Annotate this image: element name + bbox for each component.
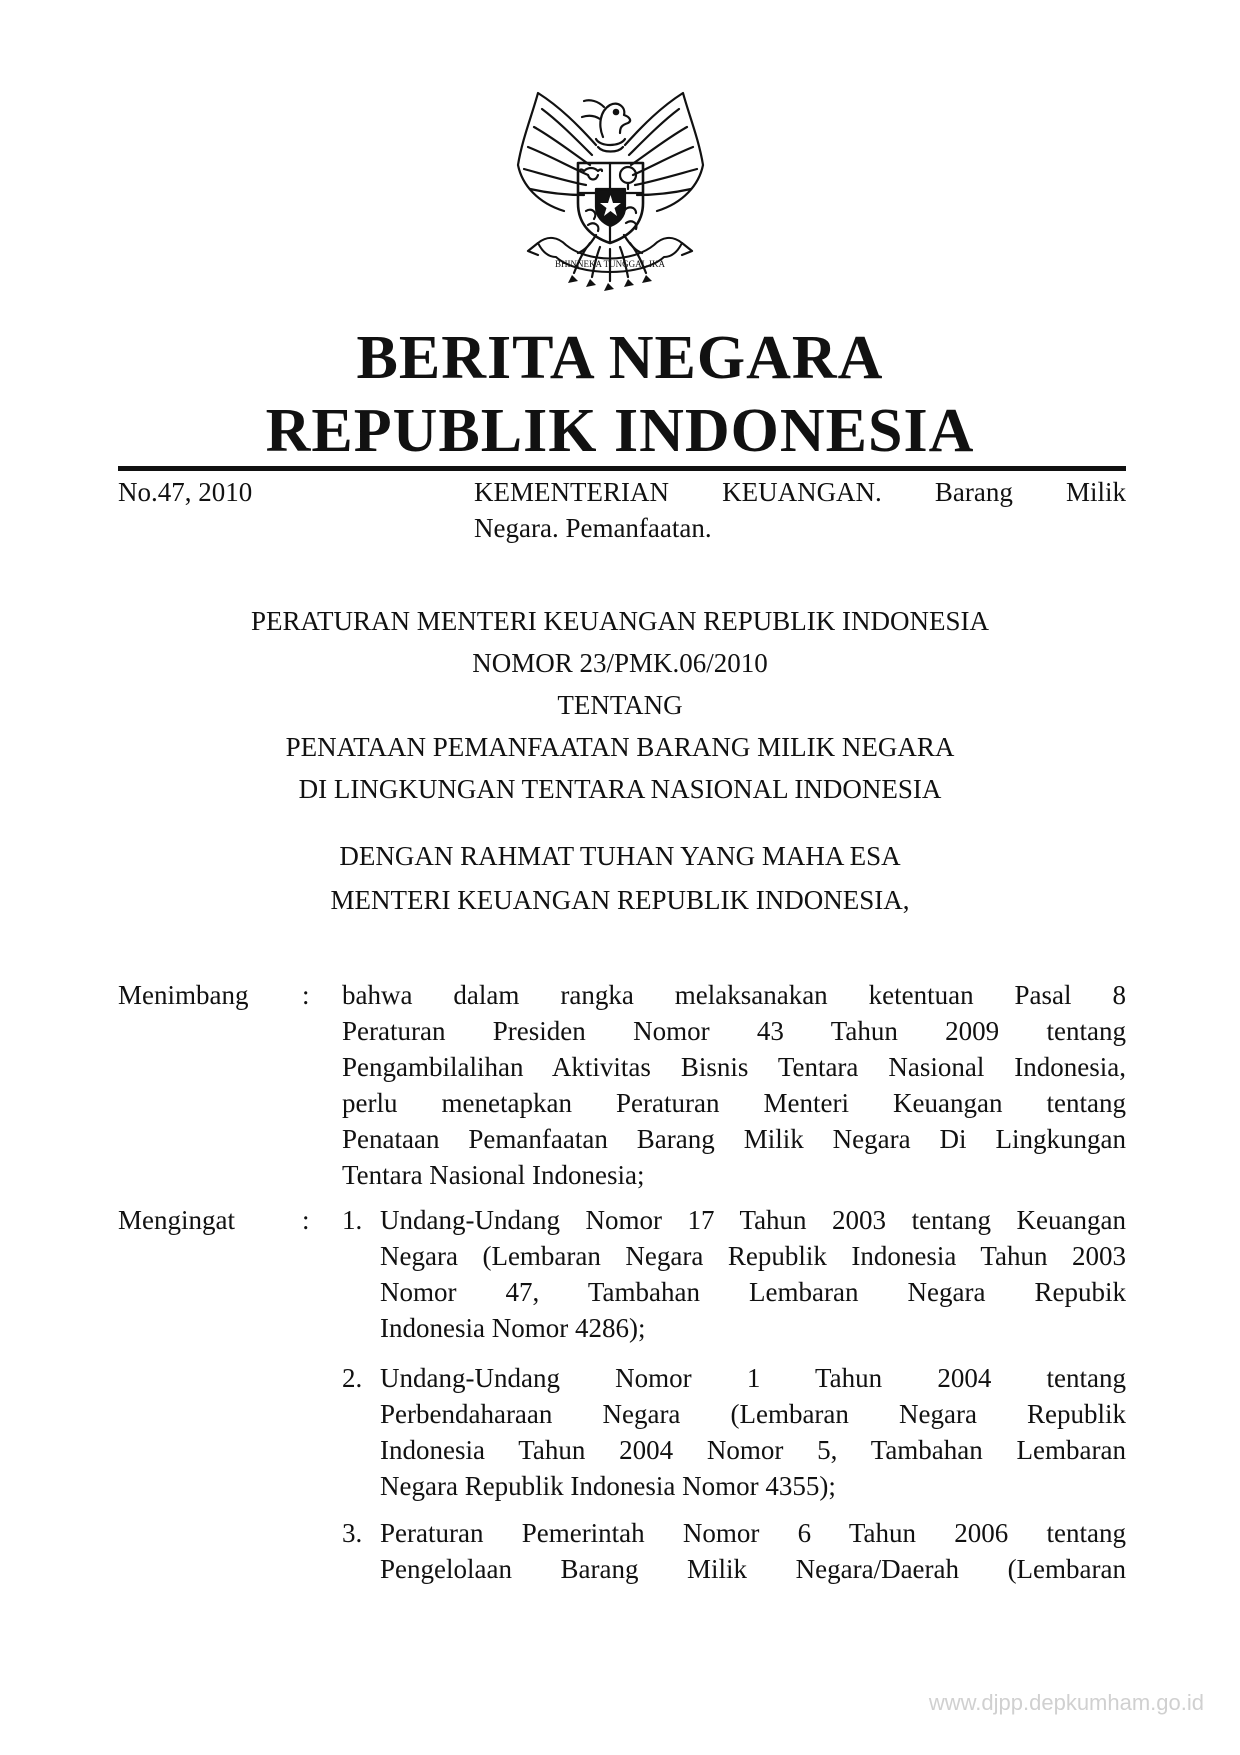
masthead-title-line1: BERITA NEGARA	[356, 324, 884, 392]
text-line: bahwa dalam rangka melaksanakan ketentuan Pasal 8	[342, 980, 1126, 1010]
title-line: PERATURAN MENTERI KEUANGAN REPUBLIK INDONESIA	[251, 606, 989, 636]
regulation-title	[0, 600, 1240, 810]
watermark-url: www.djpp.depkumham.go.id	[928, 1690, 1204, 1715]
text-line: Pengambilalihan Aktivitas Bisnis Tentara Nasional Indonesia,	[342, 1052, 1126, 1082]
subject-line: Negara. Pemanfaatan.	[474, 513, 712, 543]
text-line: Pengelolaan Barang Milik Negara/Daerah (Lembaran	[380, 1554, 1126, 1584]
mengingat-item-2	[380, 1360, 1126, 1504]
text-line: Negara (Lembaran Negara Republik Indonesia Tahun 2003	[380, 1241, 1126, 1271]
gazette-number: No.47, 2010	[118, 477, 253, 507]
text-line: Tentara Nasional Indonesia;	[342, 1160, 645, 1190]
text-line: Indonesia Nomor 4286);	[380, 1313, 646, 1343]
masthead-title-line2: REPUBLIK INDONESIA	[265, 397, 975, 465]
text-line: Penataan Pemanfaatan Barang Milik Negara Di Lingkungan	[342, 1124, 1126, 1154]
item-number: 1.	[342, 1205, 363, 1235]
motto-text: BHINNEKA TUNGGAL IKA	[555, 259, 665, 269]
preamble-line: MENTERI KEUANGAN REPUBLIK INDONESIA,	[330, 885, 910, 915]
title-line: TENTANG	[557, 690, 683, 720]
title-line: DI LINGKUNGAN TENTARA NASIONAL INDONESIA	[298, 774, 942, 804]
text-line: Nomor 47, Tambahan Lembaran Negara Repubik	[380, 1277, 1126, 1307]
text-line: perlu menetapkan Peraturan Menteri Keuangan tentang	[342, 1088, 1126, 1118]
title-line: PENATAAN PEMANFAATAN BARANG MILIK NEGARA	[285, 732, 955, 762]
garuda-emblem-icon	[508, 85, 713, 300]
mengingat-label: Mengingat	[118, 1205, 235, 1235]
text-line: Negara Republik Indonesia Nomor 4355);	[380, 1471, 836, 1501]
item-number: 2.	[342, 1363, 363, 1393]
preamble	[0, 834, 1240, 922]
masthead-rule	[118, 466, 1126, 471]
menimbang-label: Menimbang	[118, 980, 249, 1010]
mengingat-item-3	[380, 1515, 1126, 1587]
subject-line: KEMENTERIAN KEUANGAN. Barang Milik	[474, 477, 1126, 507]
preamble-line: DENGAN RAHMAT TUHAN YANG MAHA ESA	[339, 841, 901, 871]
text-line: Peraturan Presiden Nomor 43 Tahun 2009 tentang	[342, 1016, 1126, 1046]
title-line: NOMOR 23/PMK.06/2010	[472, 648, 768, 678]
text-line: Undang-Undang Nomor 1 Tahun 2004 tentang	[380, 1363, 1126, 1393]
menimbang-colon: :	[302, 980, 310, 1010]
text-line: Perbendaharaan Negara (Lembaran Negara Republik	[380, 1399, 1126, 1429]
mengingat-colon: :	[302, 1205, 310, 1235]
mengingat-item-1	[380, 1202, 1126, 1346]
item-number: 3.	[342, 1518, 363, 1548]
menimbang-text	[342, 977, 1126, 1193]
text-line: Peraturan Pemerintah Nomor 6 Tahun 2006 tentang	[380, 1518, 1126, 1548]
text-line: Undang-Undang Nomor 17 Tahun 2003 tentang Keuangan	[380, 1205, 1126, 1235]
text-line: Indonesia Tahun 2004 Nomor 5, Tambahan Lembaran	[380, 1435, 1126, 1465]
gazette-subject	[474, 474, 1126, 546]
